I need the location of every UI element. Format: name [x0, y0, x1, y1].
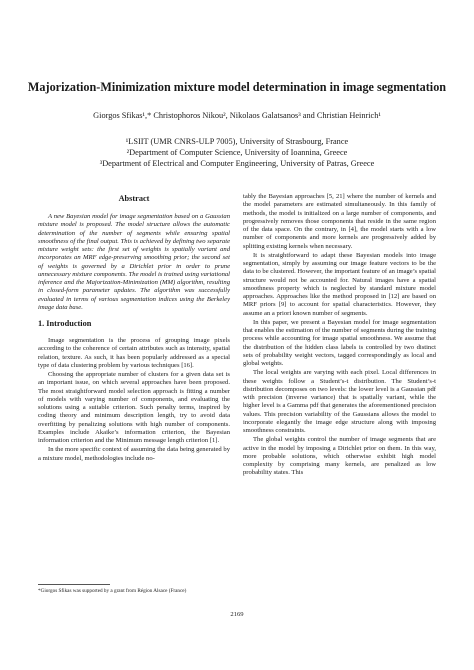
right-column	[243, 193, 436, 478]
intro-paragraph: In the more specific context of assuming the data being generated by a mixture model, methodologies include no-	[38, 446, 230, 462]
footnote-divider	[38, 584, 110, 585]
page-number: 2169	[230, 611, 244, 618]
paper-title: Majorization-Minimization mixture model determination in image segmentation	[27, 80, 447, 94]
affiliation-list	[0, 136, 474, 169]
intro-paragraph: Choosing the appropriate number of clusters for a given data set is an important issue, on which several approaches have been proposed. The most straightforward model selection approach is fitting a number of models with varying number of components, and evaluating the solutions using a suitable criterion. Such penalty terms, inspired by coding theory and minimum description length, try to avoid data overfitting by penalizing solutions with high number of components. Examples include Akaike’s information criterion, the Bayesian information criterion and the Minimum message length criterion [1].	[38, 371, 230, 444]
affiliation-line: ¹LSIIT (UMR CNRS-ULP 7005), University of Strasbourg, France	[125, 137, 349, 146]
body-paragraph: The global weights control the number of image segments that are active in the model by imposing a Dirichlet prior on them. In this way, more probable solutions, which otherwise exhibit high model complexity by comprising many kernels, are penalized as low probability states. This	[243, 436, 436, 477]
abstract-heading: Abstract	[118, 194, 150, 203]
body-paragraph: tably the Bayesian approaches [5, 21] where the number of kernels and the model parameters are estimated simultaneously. In this family of methods, the model is initialized on a large number of components, and progressively removes those components that reside in the same region of the data space. On the contrary, in [4], the model starts with a low number of components and more kernels are progressively added by splitting existing kernels when necessary.	[243, 193, 436, 250]
affiliation-line: ³Department of Electrical and Computer Engineering, University of Patras, Greece	[99, 159, 375, 168]
body-paragraph: The local weights are varying with each pixel. Local differences in these weights follow a Student’s-t distribution. The Student’s-t distribution decomposes on two levels: the lower level is a Gaussian pdf with precision (inverse variance) that is spatially variant, while the higher level is a Gamma pdf that generates the aforementioned precision values. This precision variability of the Gaussians allows the model to incorporate elegantly the image edge structure along with imposing smoothness constraints.	[243, 369, 436, 434]
section-heading-introduction: 1. Introduction	[38, 319, 92, 328]
left-column	[38, 193, 230, 463]
author-list: Giorgos Sfikas¹,* Christophoros Nikou², Nikolaos Galatsanos³ and Christian Heinrich¹	[93, 111, 381, 120]
body-paragraph: It is straightforward to adapt these Bayesian models into image segmentation, simply by assuming our image feature vectors to be the data to be clustered. However, the important feature of an image’s spatial structure would not be accounted for. Natural images have a spatial smoothness property which is neglected by standard mixture model approaches. Approaches like the method proposed in [12] are based on MRF priors [9] to account for spatial characteristics. However, they assume an a priori known number of segments.	[243, 251, 436, 317]
affiliation-line: ²Department of Computer Science, University of Ioannina, Greece	[126, 148, 348, 157]
body-paragraph: In this paper, we present a Bayesian model for image segmentation that enables the estimation of the number of segments during the training process while accounting for image spatial smoothness. We assume that the distribution of the hidden class labels is controlled by two distinct sets of probability weight vectors, tagged correspondingly as local and global weights.	[243, 318, 436, 367]
abstract-text: A new Bayesian model for image segmentation based on a Gaussian mixture model is proposed. The model structure allows the automatic determination of the number of segments while ensuring spatial smoothness of the final output. This is achieved by defining two separate mixture weight sets: the first set of weights is spatially variant and incorporates an MRF edge-preserving smoothing prior; the second set of weights is governed by a Dirichlet prior in order to prune unnecessary mixture components. The model is trained using variational inference and the Majorization-Minimization (MM) algorithm, resulting in closed-form parameter updates. The algorithm was successfully evaluated in terms of various segmentation indices using the Berkeley image data base.	[38, 213, 230, 311]
intro-paragraph: Image segmentation is the process of grouping image pixels according to the coherence of certain attributes such as intensity, spatial relation, texture. As such, it has been popularly addressed as a special type of data clustering problem by various techniques [16].	[38, 337, 230, 369]
footnote: *Giorgos Sfikas was supported by a grant from Région Alsace (France)	[38, 588, 187, 594]
